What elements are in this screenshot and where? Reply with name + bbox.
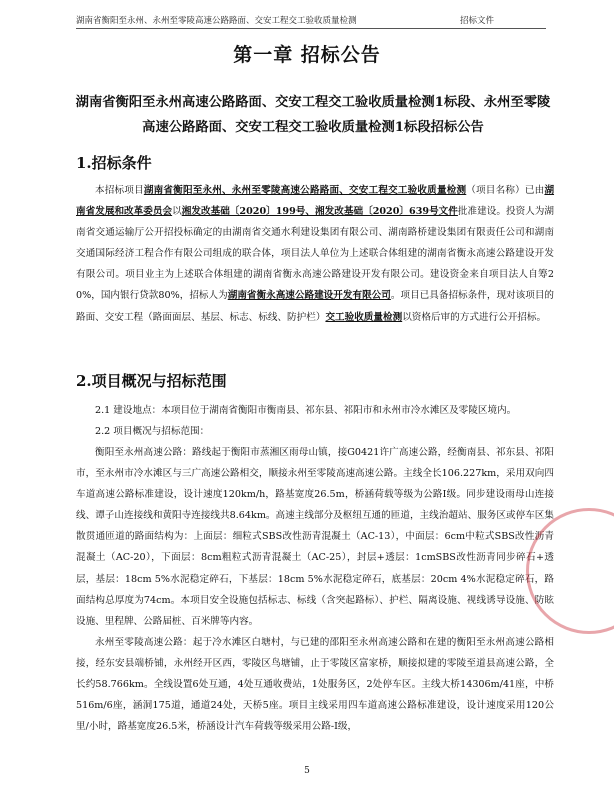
document-title: 湖南省衡阳至永州高速公路路面、交安工程交工验收质量检测1标段、永州至零陵高速公路路面、交安工程交工验收质量检测1标段招标公告 — [75, 95, 551, 135]
section-heading-tender-conditions: 1.招标条件 — [76, 154, 152, 172]
chapter-title: 第一章 招标公告 — [233, 44, 381, 66]
page-number: 5 — [304, 766, 310, 776]
tender-conditions-paragraph: 本招标项目湖南省衡阳至永州、永州至零陵高速公路路面、交安工程交工验收质量检测（项目名称）已由湖南省发展和改革委员会以湘发改基础〔2020〕199号、湘发改基础〔2020〕639号文件批准建设。投资人为湖南省交通运输厅公开招投标确定的由湖南省交通水利建设集团有限公司、湖南路桥建设集团有限责任公司和湖南交通国际经济工程合作有限公司组成的联合体，项目法人单位为上述联合体组建的湖南省衡永高速公路建设开发有限公司。项目业主为上述联合体组建的湖南省衡永高速公路建设开发有限公司。建设资金来自项目法人自筹20%，国内银行贷款80%，招标人为湖南省衡永高速公路建设开发有限公司。项目已具备招标条件，现对该项目的路面、交安工程（路面面层、基层、标志、标线、防护栏）交工验收质量检测以资格后审的方式进行公开招标。 — [76, 185, 555, 323]
project-overview-subheading: 2.2 项目概况与招标范围： — [95, 426, 210, 437]
yongzhou-lingling-paragraph: 永州至零陵高速公路：起于冷水滩区白塘村，与已建的邵阳至永州高速公路和在建的衡阳至永州高速公路相接，经东安县端桥铺，永州经开区西，零陵区鸟塘铺，止于零陵区富家桥，顺接拟建的零陵至道县高速公路，全长约58.766km。全线设置6处互通，4处互通收费站，1处服务区，2处停车区。主线大桥14306m/41座，中桥516m/6座，涵洞175道，通道24处，天桥5座。项目主线采用四车道高速公路标准建设，设计速度采用120公里/小时，路基宽度26.5米，桥涵设计汽车荷载等级采用公路-Ⅰ级， — [76, 637, 554, 733]
approval-document-numbers: 湘发改基础〔2020〕199号、湘发改基础〔2020〕639号文件 — [181, 206, 458, 218]
construction-location-paragraph: 2.1 建设地点：本项目位于湖南省衡阳市衡南县、祁东县、祁阳市和永州市冷水滩区及零陵区境内。 — [95, 405, 517, 416]
header-doc-type: 招标文件 — [460, 16, 495, 26]
tenderer-name: 湖南省衡永高速公路建设开发有限公司 — [227, 290, 391, 302]
header-project-name: 湖南省衡阳至永州、永州至零陵高速公路路面、交安工程交工验收质量检测 — [76, 16, 357, 26]
project-name-underlined: 湖南省衡阳至永州、永州至零陵高速公路路面、交安工程交工验收质量检测 — [143, 185, 467, 196]
hengyang-yongzhou-paragraph: 衡阳至永州高速公路：路线起于衡阳市蒸湘区雨母山镇，接G0421许广高速公路，经衡南县、祁东县、祁阳市，至永州市冷水滩区与三广高速公路相交，顺接永州至零陵高速高速公路。主线全长106.227km，采用双向四车道高速公路标准建设，设计速度120km/h，路基宽度26.5m，桥涵荷载等级为公路Ⅰ级。同步建设雨母山连接线、谭子山连接线和黄阳寺连接线共8.64km。高速主线部分及枢纽互通的匝道，主线治超站、服务区或停车区集散贯通匝道的路面结构为：上面层：细粒式SBS改性沥青混凝土（AC-13），中面层：6cm中粒式SBS改性沥青混凝土（AC-20），下面层：8cm粗粒式沥青混凝土（AC-25），封层+透层：1cmSBS改性沥青同步碎石+透层，基层：18cm 5%水泥稳定碎石，下基层：18cm 5%水泥稳定碎石，底基层：20cm 4%水泥稳定碎石，路面结构总厚度为74cm。本项目安全设施包括标志、标线（含突起路标）、护栏、隔离设施、视线诱导设施、防眩设施、里程牌、公路届桩、百米牌等内容。 — [76, 447, 554, 627]
approval-authority: 湖南省发展和改革委员会 — [76, 185, 555, 218]
tender-scope-underlined: 交工验收质量检测 — [325, 311, 403, 323]
page-header — [76, 10, 546, 29]
section-heading-project-overview: 2.项目概况与招标范围 — [76, 372, 227, 390]
